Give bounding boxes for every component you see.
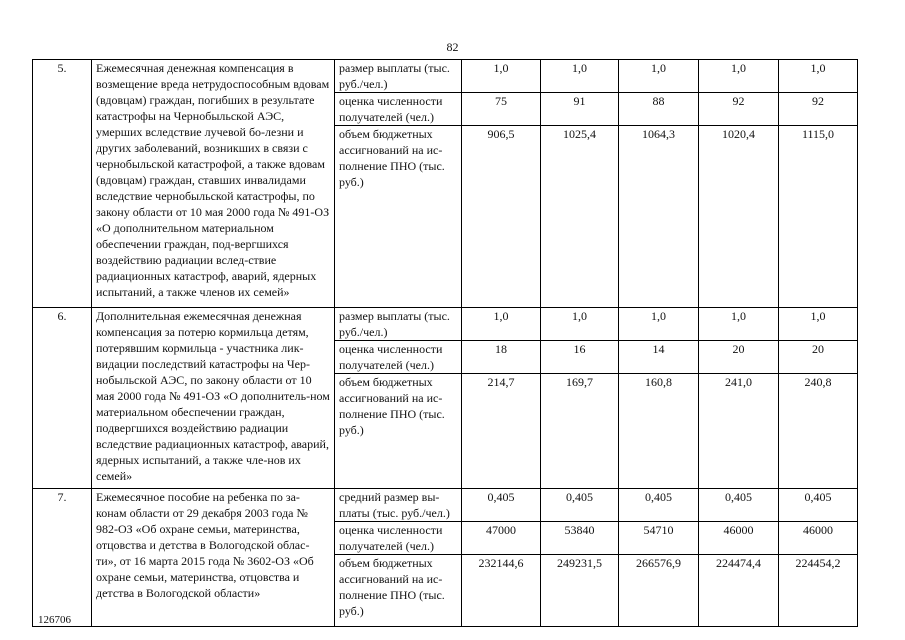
indicator-label: средний размер вы-платы (тыс. руб./чел.) [335, 489, 462, 522]
value-cell: 0,405 [779, 489, 858, 522]
indicator-label: объем бюджетных ассигнований на ис-полнение ПНО (тыс. руб.) [335, 374, 462, 489]
row-number: 6. [33, 308, 92, 489]
table-body [33, 60, 858, 627]
value-cell: 0,405 [619, 489, 699, 522]
table-row [33, 60, 858, 93]
value-cell: 241,0 [699, 374, 779, 489]
value-cell: 0,405 [699, 489, 779, 522]
indicator-label: оценка численности получателей (чел.) [335, 93, 462, 126]
value-cell: 1,0 [699, 308, 779, 341]
value-cell: 214,7 [462, 374, 541, 489]
benefit-description: Дополнительная ежемесячная денежная компенсация за потерю кормильца детям, потерявшим кормильца - участника лик-видации последствий катастрофы на Чер-нобыльской АЭС, по закону области от 10 мая 2000 года № 491-ОЗ «О дополнитель-ном материальном обеспечении граждан, подвергшихся воздействию радиации вследствие радиационных катастроф, аварий, ядерных испытаний, а также чле-нов их семей» [92, 308, 335, 489]
value-cell: 1,0 [619, 308, 699, 341]
value-cell: 20 [699, 341, 779, 374]
value-cell: 1,0 [462, 60, 541, 93]
value-cell: 224454,2 [779, 555, 858, 627]
benefit-description: Ежемесячное пособие на ребенка по за-конам области от 29 декабря 2003 года № 982-ОЗ «Об охране семьи, материнства, отцовства и детства в Вологодской облас-ти», от 16 марта 2015 года № 3602-ОЗ «Об охране семьи, материнства, отцовства и детства в Вологодской области» [92, 489, 335, 627]
value-cell: 91 [541, 93, 619, 126]
value-cell: 16 [541, 341, 619, 374]
value-cell: 249231,5 [541, 555, 619, 627]
value-cell: 1,0 [462, 308, 541, 341]
value-cell: 240,8 [779, 374, 858, 489]
document-code: 126706 [38, 614, 71, 626]
value-cell: 92 [779, 93, 858, 126]
indicator-label: размер выплаты (тыс. руб./чел.) [335, 60, 462, 93]
value-cell: 1,0 [541, 308, 619, 341]
value-cell: 1020,4 [699, 126, 779, 308]
value-cell: 46000 [699, 522, 779, 555]
row-number: 7. [33, 489, 92, 627]
indicator-label: оценка численности получателей (чел.) [335, 341, 462, 374]
value-cell: 92 [699, 93, 779, 126]
value-cell: 1,0 [699, 60, 779, 93]
value-cell: 1064,3 [619, 126, 699, 308]
value-cell: 88 [619, 93, 699, 126]
value-cell: 0,405 [541, 489, 619, 522]
value-cell: 53840 [541, 522, 619, 555]
value-cell: 160,8 [619, 374, 699, 489]
value-cell: 46000 [779, 522, 858, 555]
indicator-label: размер выплаты (тыс. руб./чел.) [335, 308, 462, 341]
table-row [33, 308, 858, 341]
indicator-label: объем бюджетных ассигнований на ис-полнение ПНО (тыс. руб.) [335, 126, 462, 308]
value-cell: 906,5 [462, 126, 541, 308]
value-cell: 18 [462, 341, 541, 374]
value-cell: 1115,0 [779, 126, 858, 308]
value-cell: 224474,4 [699, 555, 779, 627]
benefit-description: Ежемесячная денежная компенсация в возмещение вреда нетрудоспособным вдовам (вдовцам) граждан, погибших в результате катастрофы на Чернобыльской АЭС, умерших вследствие лучевой бо-лезни и других заболеваний, возникших в связи с чернобыльской катастрофой, а также вдовам (вдовцам) граждан, ставших инвалидами вследствие чернобыльской катастрофы, по закону области от 10 мая 2000 года № 491-ОЗ «О дополнительном материальном обеспечении граждан, под-вергшихся воздействию радиации вслед-ствие радиационных катастроф, аварий, ядерных испытаний, а также членов их семей» [92, 60, 335, 308]
value-cell: 1,0 [541, 60, 619, 93]
page-number: 82 [446, 40, 459, 54]
benefits-table [32, 59, 858, 627]
indicator-label: объем бюджетных ассигнований на ис-полнение ПНО (тыс. руб.) [335, 555, 462, 627]
row-number: 5. [33, 60, 92, 308]
value-cell: 266576,9 [619, 555, 699, 627]
value-cell: 54710 [619, 522, 699, 555]
value-cell: 0,405 [462, 489, 541, 522]
value-cell: 47000 [462, 522, 541, 555]
value-cell: 232144,6 [462, 555, 541, 627]
indicator-label: оценка численности получателей (чел.) [335, 522, 462, 555]
value-cell: 1,0 [779, 60, 858, 93]
table-row [33, 489, 858, 522]
value-cell: 20 [779, 341, 858, 374]
value-cell: 75 [462, 93, 541, 126]
value-cell: 1,0 [779, 308, 858, 341]
value-cell: 1025,4 [541, 126, 619, 308]
value-cell: 169,7 [541, 374, 619, 489]
value-cell: 14 [619, 341, 699, 374]
value-cell: 1,0 [619, 60, 699, 93]
